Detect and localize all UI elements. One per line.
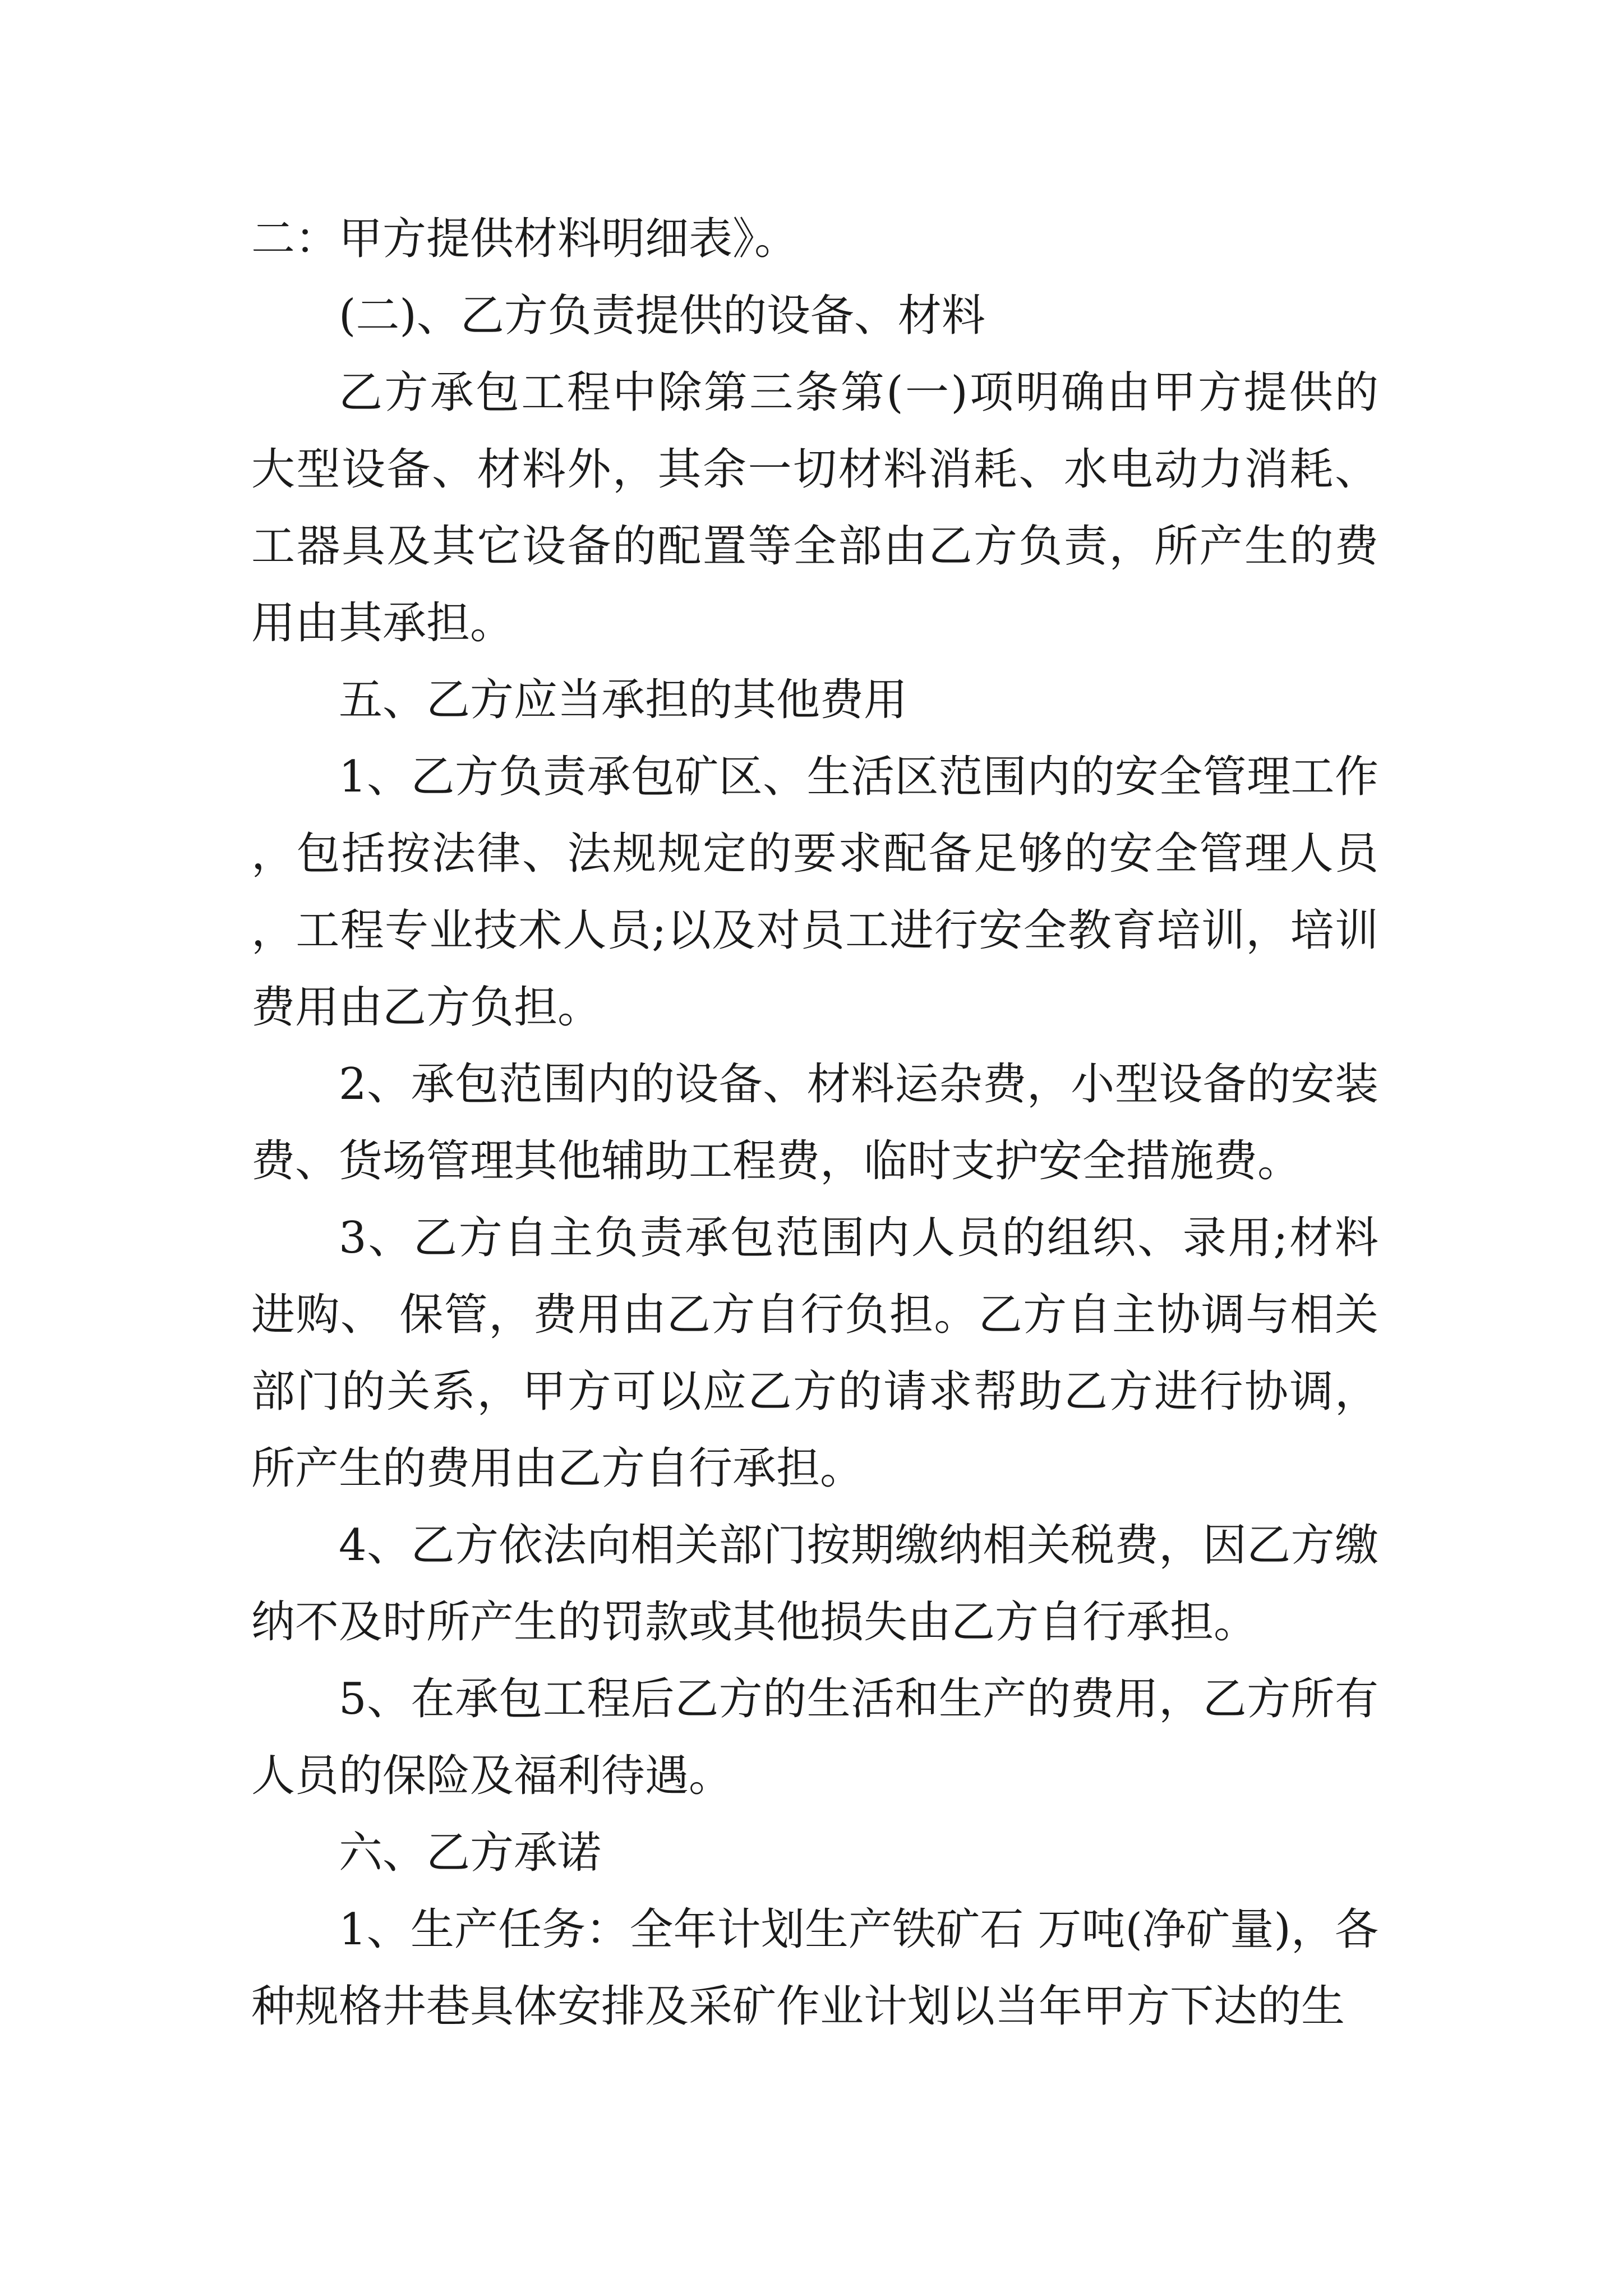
paragraph-3: 乙方承包工程中除第三条第(一)项明确由甲方提供的大型设备、材料外，其余一切材料消耗、水电动力消耗、工器具及其它设备的配置等全部由乙方负责，所产生的费用由其承担。 (251, 367, 1378, 648)
document-body (251, 201, 1378, 2045)
paragraph-10: 六、乙方承诺 (339, 1828, 602, 1878)
paragraph-7: 3、乙方自主负责承包范围内人员的组织、录用;材料进购、 保管，费用由乙方自行负担。乙方自主协调与相关部门的关系，甲方可以应乙方的请求帮助乙方进行协调，所产生的费用由乙方自行承担。 (251, 1213, 1378, 1494)
paragraph-8: 4、乙方依法向相关部门按期缴纳相关税费，因乙方缴纳不及时所产生的罚款或其他损失由乙方自行承担。 (251, 1520, 1378, 1648)
paragraph-9: 5、在承包工程后乙方的生活和生产的费用，乙方所有人员的保险及福利待遇。 (251, 1674, 1378, 1801)
paragraph-6: 2、承包范围内的设备、材料运杂费，小型设备的安装费、货场管理其他辅助工程费，临时支护安全措施费。 (251, 1059, 1378, 1186)
paragraph-1: 二：甲方提供材料明细表》。 (251, 214, 799, 264)
paragraph-11: 1、生产任务：全年计划生产铁矿石 万吨(净矿量)，各种规格井巷具体安排及采矿作业计划以当年甲方下达的生 (251, 1904, 1378, 2032)
paragraph-2: (二)、乙方负责提供的设备、材料 (339, 291, 985, 341)
paragraph-5: 1、乙方负责承包矿区、生活区范围内的安全管理工作，包括按法律、法规规定的要求配备足够的安全管理人员，工程专业技术人员;以及对员工进行安全教育培训，培训费用由乙方负担。 (251, 752, 1378, 1033)
paragraph-4: 五、乙方应当承担的其他费用 (339, 675, 908, 725)
